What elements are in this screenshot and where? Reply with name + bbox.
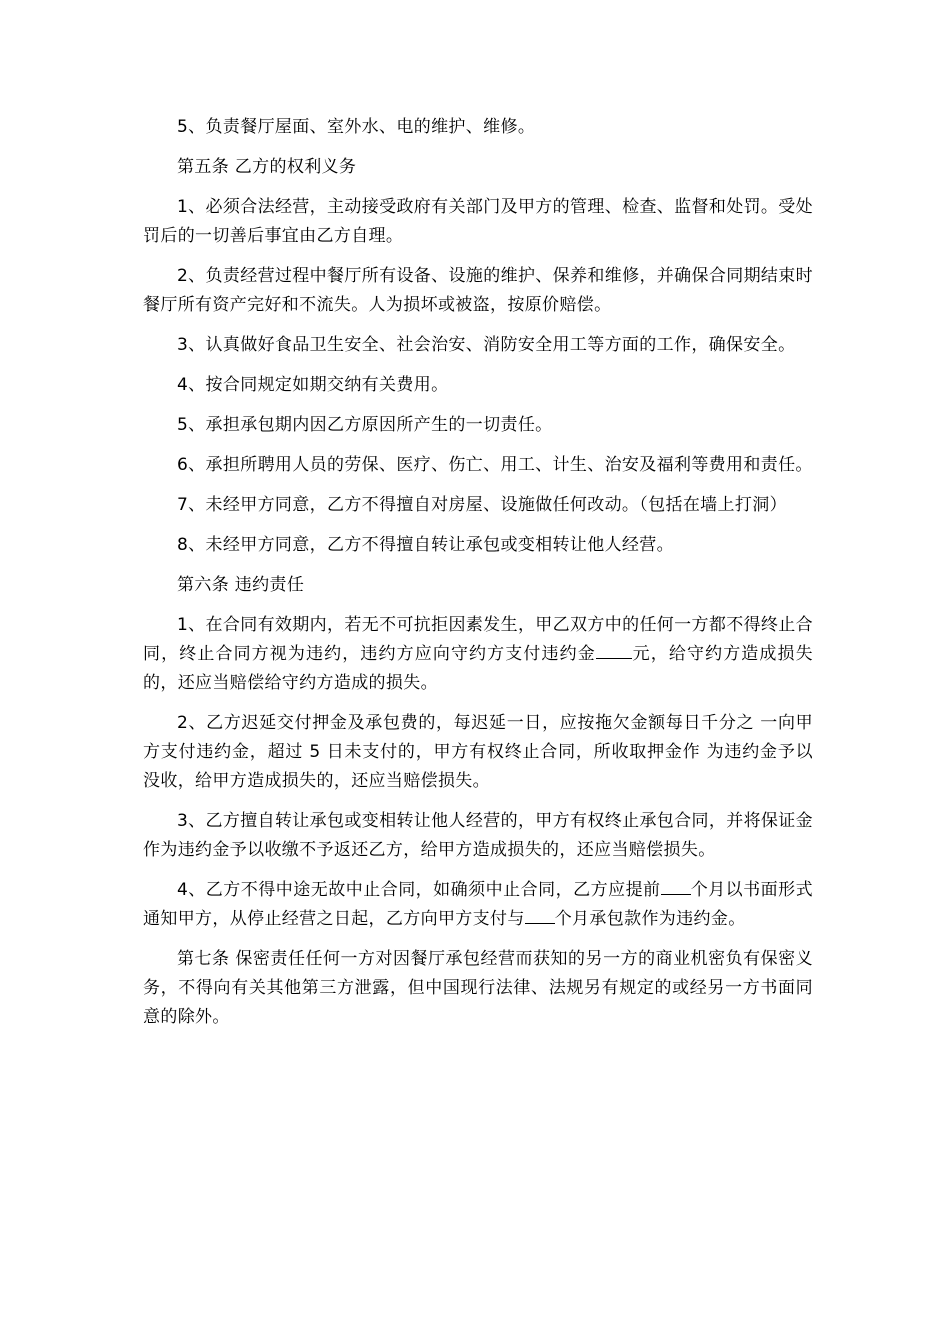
notice-months-blank: [661, 876, 691, 895]
article-6-item-1: [143, 611, 813, 698]
article-7-confidentiality: 第七条 保密责任任何一方对因餐厅承包经营而获知的另一方的商业机密负有保密义务，不得向有关其他第三方泄露，但中国现行法律、法规另有规定的或经另一方书面同意的除外。: [143, 949, 813, 1027]
article-5-item-4: 4、按合同规定如期交纳有关费用。: [177, 375, 449, 395]
article-5-item-7: 7、未经甲方同意，乙方不得擅自对房屋、设施做任何改动。（包括在墙上打洞）: [177, 495, 787, 515]
document-body: [143, 113, 813, 1043]
article-6-item-4: [143, 876, 813, 934]
article-6-item-3: 3、乙方擅自转让承包或变相转让他人经营的，甲方有权终止承包合同，并将保证金作为违约金予以收缴不予返还乙方，给甲方造成损失的，还应当赔偿损失。: [143, 811, 813, 860]
article-5-item-6: 6、承担所聘用人员的劳保、医疗、伤亡、用工、计生、治安及福利等费用和责任。: [177, 455, 813, 475]
clause-item-5-party-a-maintenance: 5、负责餐厅屋面、室外水、电的维护、维修。: [177, 117, 536, 137]
article-6-heading: 第六条 违约责任: [177, 575, 305, 595]
article-6-item-1-part-b: 元，给守约方造成损失的，还应当赔偿给守约方造成的损失。: [143, 644, 814, 693]
penalty-months-blank: [525, 905, 555, 924]
penalty-amount-blank: [596, 640, 632, 659]
article-6-item-4-part-b: 个月以书面形式通知甲方，从停止经营之日起，乙方向甲方支付与: [143, 880, 813, 929]
article-5-item-2: 2、负责经营过程中餐厅所有设备、设施的维护、保养和维修，并确保合同期结束时餐厅所有资产完好和不流失。人为损坏或被盗，按原价赔偿。: [143, 266, 813, 315]
article-6-item-1-part-a: 1、在合同有效期内，若无不可抗拒因素发生，甲乙双方中的任何一方都不得终止合同，终止合同方视为违约，违约方应向守约方支付违约金: [143, 615, 813, 664]
article-6-item-4-part-c: 个月承包款作为违约金。: [554, 909, 746, 929]
article-5-item-5: 5、承担承包期内因乙方原因所产生的一切责任。: [177, 415, 553, 435]
article-5-item-1: 1、必须合法经营，主动接受政府有关部门及甲方的管理、检查、监督和处罚。受处罚后的一切善后事宜由乙方自理。: [143, 197, 813, 246]
article-5-heading: 第五条 乙方的权利义务: [177, 157, 357, 177]
article-6-item-2: 2、乙方迟延交付押金及承包费的，每迟延一日，应按拖欠金额每日千分之 一向甲方支付违约金，超过 5 日未支付的，甲方有权终止合同，所收取押金作 为违约金予以没收，给甲方造成损失的，还应当赔偿损失。: [143, 713, 813, 791]
article-5-item-3: 3、认真做好食品卫生安全、社会治安、消防安全用工等方面的工作，确保安全。: [177, 335, 796, 355]
article-5-item-8: 8、未经甲方同意，乙方不得擅自转让承包或变相转让他人经营。: [177, 535, 674, 555]
article-6-item-4-part-a: 4、乙方不得中途无故中止合同，如确须中止合同，乙方应提前: [177, 880, 661, 900]
